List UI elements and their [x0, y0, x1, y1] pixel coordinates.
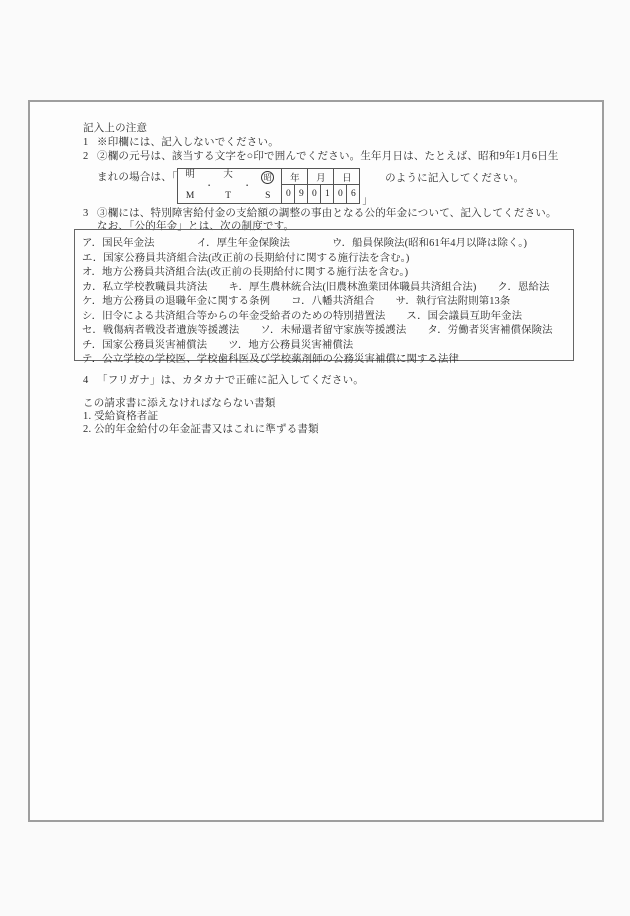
law-list-line: シ．旧令による共済組合等からの年金受給者のための特別措置法 ス．国会議員互助年金法	[82, 310, 523, 322]
date-digit-cell: 1	[321, 185, 334, 204]
date-digit-cell: 6	[347, 185, 360, 204]
law-list-line: カ．私立学校教職員共済法 キ．厚生農林統合法(旧農林漁業団体職員共済組合法) ク．恩給法	[82, 281, 550, 293]
era-option-meiji	[185, 171, 195, 202]
note-1-text: ※印欄には、記入しないでください。	[97, 137, 279, 148]
note-4-number: 4	[83, 375, 89, 386]
date-col-label-year: 年	[282, 169, 308, 185]
document-page	[28, 100, 604, 822]
public-pension-list-box	[74, 229, 574, 365]
era-kanji-meiji: 明	[185, 169, 195, 180]
note-2-line2-suffix: のように記入してください。	[385, 173, 525, 184]
note-1-number: 1	[83, 137, 89, 148]
era-kanji-taisho: 大	[223, 169, 233, 180]
era-latin-s: S	[265, 191, 271, 201]
note-2-line-2	[97, 168, 524, 204]
circled-era-showa: 昭	[261, 171, 274, 184]
era-options	[178, 170, 281, 203]
page-title: 記入上の注意	[83, 123, 148, 134]
law-list-line: オ．地方公務員共済組合法(改正前の長期給付に関する施行法を含む。)	[82, 267, 409, 278]
note-2-number: 2	[83, 151, 89, 162]
era-separator-dot: ・	[205, 181, 214, 190]
note-3-number: 3	[83, 208, 89, 219]
closing-bracket: 」	[362, 195, 374, 206]
note-4-text: 「フリガナ」は、カタカナで正確に記入してください。	[97, 375, 364, 386]
note-2-line1-text: ②欄の元号は、該当する文字を○印で囲んでください。生年月日は、たとえば、昭和9年1月6日生	[97, 151, 559, 162]
law-list-line: チ．国家公務員災害補償法 ツ．地方公務員災害補償法	[82, 339, 354, 351]
era-latin-t: T	[225, 191, 231, 201]
date-digit-cell: 0	[308, 185, 321, 204]
era-option-showa-circled	[261, 171, 274, 202]
attachments-header: この請求書に添えなければならない書類	[83, 398, 276, 409]
era-cell	[178, 169, 282, 204]
note-2-line-1	[83, 150, 559, 163]
attachment-item: 2. 公的年金給付の年金証書又はこれに準ずる書類	[83, 424, 319, 435]
date-col-label-day: 日	[334, 169, 360, 185]
note-4	[83, 374, 364, 387]
attachment-item: 1. 受給資格者証	[83, 411, 159, 422]
era-option-taisho	[223, 171, 233, 202]
law-list-line: テ．公立学校の学校医、学校歯科医及び学校薬剤師の公務災害補償に関する法律	[82, 354, 459, 365]
note-2-line2-prefix: まれの場合は、「	[97, 172, 178, 183]
date-digit-cell: 0	[334, 185, 347, 204]
note-3-line1-text: ③欄には、特別障害給付金の支給額の調整の事由となる公的年金について、記入してください。	[97, 208, 557, 219]
birthdate-example-box	[177, 168, 360, 204]
note-1	[83, 136, 279, 149]
note-3-line-1	[83, 207, 557, 220]
note-3-line-2: なお、「公的年金」とは、次の制度です。	[97, 221, 295, 232]
law-list-line: セ．戦傷病者戦没者遺族等援護法 ソ．未帰還者留守家族等援護法 タ．労働者災害補償保険法	[82, 325, 553, 336]
era-latin-m: M	[185, 191, 195, 201]
law-list-line: ア．国民年金法 イ．厚生年金保険法 ウ．船員保険法(昭和61年4月以降は除く。)	[82, 238, 528, 249]
date-example-top-row	[178, 169, 360, 185]
date-col-label-month: 月	[308, 169, 334, 185]
law-list-line: エ．国家公務員共済組合法(改正前の長期給付に関する施行法を含む。)	[82, 252, 410, 264]
date-digit-cell: 9	[295, 185, 308, 204]
date-digit-cell: 0	[282, 185, 295, 204]
law-list-line: ケ．地方公務員の退職年金に関する条例 コ．八幡共済組合 サ．執行官法附則第13条	[82, 296, 511, 307]
era-separator-dot: ・	[243, 181, 252, 190]
